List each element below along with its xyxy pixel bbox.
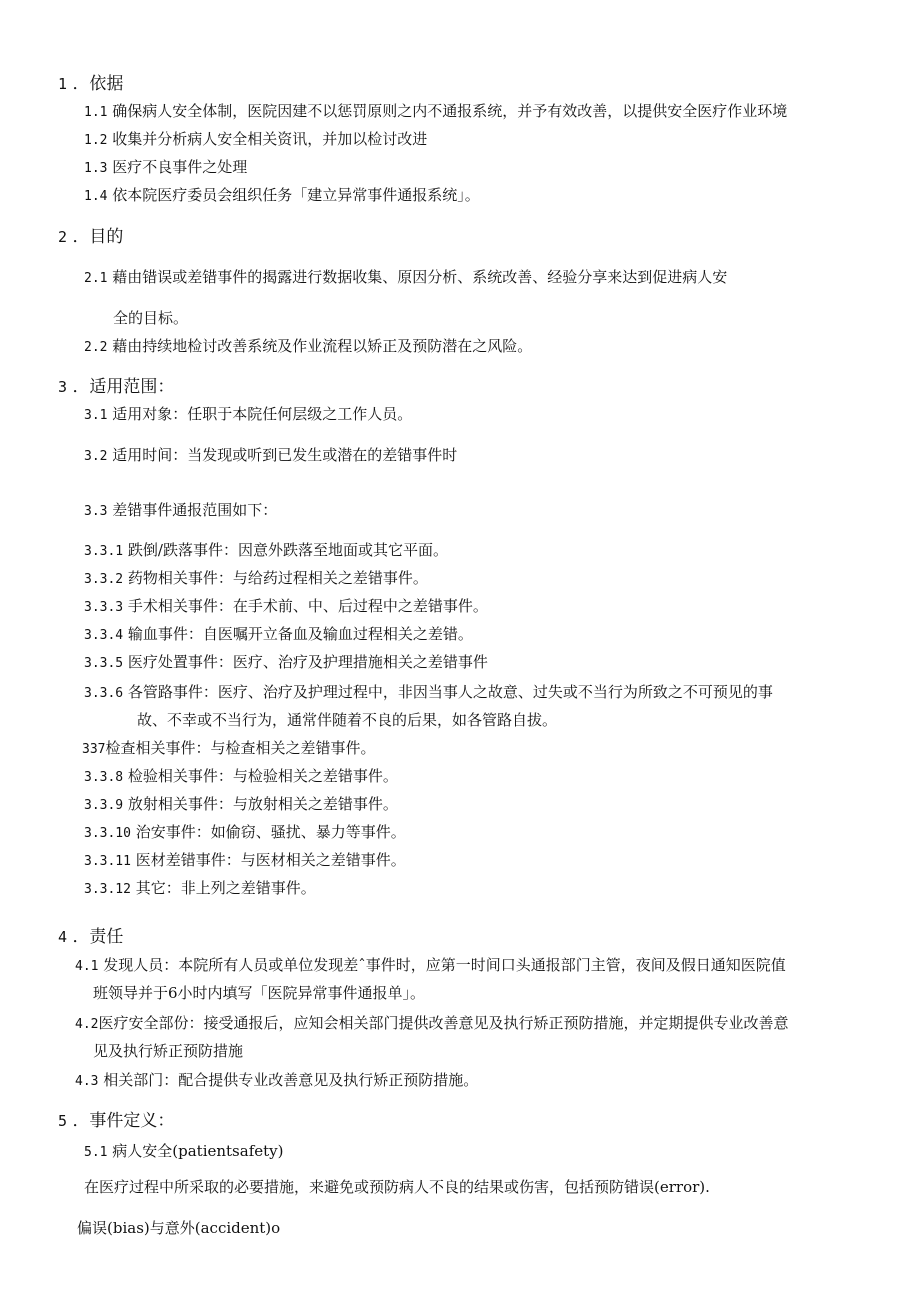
list-item: 3.2 适用时间：当发现或听到已发生或潜在的差错事件时 [84, 446, 458, 464]
sub-list-item: 3.3.9 放射相关事件：与放射相关之差错事件。 [84, 795, 398, 813]
sub-list-item: 3.3.10 治安事件：如偷窃、骚扰、暴力等事件。 [84, 823, 406, 841]
list-item: 3.3 差错事件通报范围如下： [84, 501, 278, 519]
list-item: 1.3 医疗不良事件之处理 [84, 158, 248, 176]
section-title: ．适用范围： [72, 377, 175, 397]
section-1-heading [58, 73, 123, 95]
sub-list-item-continuation: 故、不幸或不当行为，通常伴随着不良的后果，如各管路自拔。 [137, 711, 558, 729]
section-number: 5 [58, 1112, 68, 1130]
list-item: 4.1 发现人员：本院所有人员或单位发现差ˆ事件时，应第一时间口头通报部门主管，夜间及假日通知医院值 [75, 956, 786, 974]
section-number: 4 [58, 928, 68, 946]
section-title: ．目的 [72, 227, 124, 247]
list-item: 1.1 确保病人安全体制，医院因建不以惩罚原则之内不通报系统，并予有效改善，以提供安全医疗作业环境 [84, 102, 788, 120]
list-item: 4.3 相关部门：配合提供专业改善意见及执行矫正预防措施。 [75, 1071, 479, 1089]
list-item: 1.2 收集并分析病人安全相关资讯，并加以检讨改进 [84, 130, 428, 148]
list-item: 2.2 藉由持续地检讨改善系统及作业流程以矫正及预防潜在之风险。 [84, 337, 533, 355]
section-2-heading [58, 226, 123, 248]
section-number: 1 [58, 75, 68, 93]
sub-list-item: 3.3.1 跌倒/跌落事件：因意外跌落至地面或其它平面。 [84, 541, 448, 559]
list-item-continuation: 班领导并于6小时内填写「医院异常事件通报单」。 [93, 984, 426, 1002]
sub-list-item: 3.3.6 各管路事件：医疗、治疗及护理过程中，非因当事人之故意、过失或不当行为所致之不可预见的事 [84, 683, 773, 701]
list-item: 3.1 适用对象：任职于本院任何层级之工作人员。 [84, 405, 413, 423]
list-item-continuation: 见及执行矫正预防措施 [93, 1042, 244, 1060]
section-number: 3 [58, 378, 68, 396]
sub-list-item: 337检查相关事件：与检查相关之差错事件。 [82, 739, 376, 757]
paragraph: 偏误(bias)与意外(accident)o [77, 1219, 281, 1237]
section-5-heading [58, 1110, 174, 1132]
sub-list-item: 3.3.11 医材差错事件：与医材相关之差错事件。 [84, 851, 406, 869]
section-number: 2 [58, 228, 68, 246]
paragraph: 在医疗过程中所采取的必要措施，来避免或预防病人不良的结果或伤害，包括预防错误(error). [84, 1178, 710, 1196]
sub-list-item: 3.3.3 手术相关事件：在手术前、中、后过程中之差错事件。 [84, 597, 488, 615]
list-item: 2.1 藉由错误或差错事件的揭露进行数据收集、原因分析、系统改善、经验分享来达到促进病人安 [84, 268, 728, 286]
section-title: ．依据 [72, 74, 124, 94]
sub-list-item: 3.3.4 输血事件：自医嘱开立备血及输血过程相关之差错。 [84, 625, 473, 643]
list-item: 5.1 病人安全(patientsafety) [84, 1142, 284, 1160]
section-title: ．责任 [72, 927, 124, 947]
sub-list-item: 3.3.2 药物相关事件：与给药过程相关之差错事件。 [84, 569, 428, 587]
sub-list-item: 3.3.8 检验相关事件：与检验相关之差错事件。 [84, 767, 398, 785]
sub-list-item: 3.3.12 其它：非上列之差错事件。 [84, 879, 316, 897]
section-4-heading [58, 926, 123, 948]
sub-list-item: 3.3.5 医疗处置事件：医疗、治疗及护理措施相关之差错事件 [84, 653, 488, 671]
list-item: 1.4 依本院医疗委员会组织任务「建立异常事件通报系统」。 [84, 186, 480, 204]
section-3-heading [58, 376, 174, 398]
section-title: ．事件定义： [72, 1111, 175, 1131]
list-item-continuation: 全的目标。 [113, 309, 189, 327]
list-item: 4.2医疗安全部份：接受通报后，应知会相关部门提供改善意见及执行矫正预防措施，并定期提供专业改善意 [75, 1014, 789, 1032]
